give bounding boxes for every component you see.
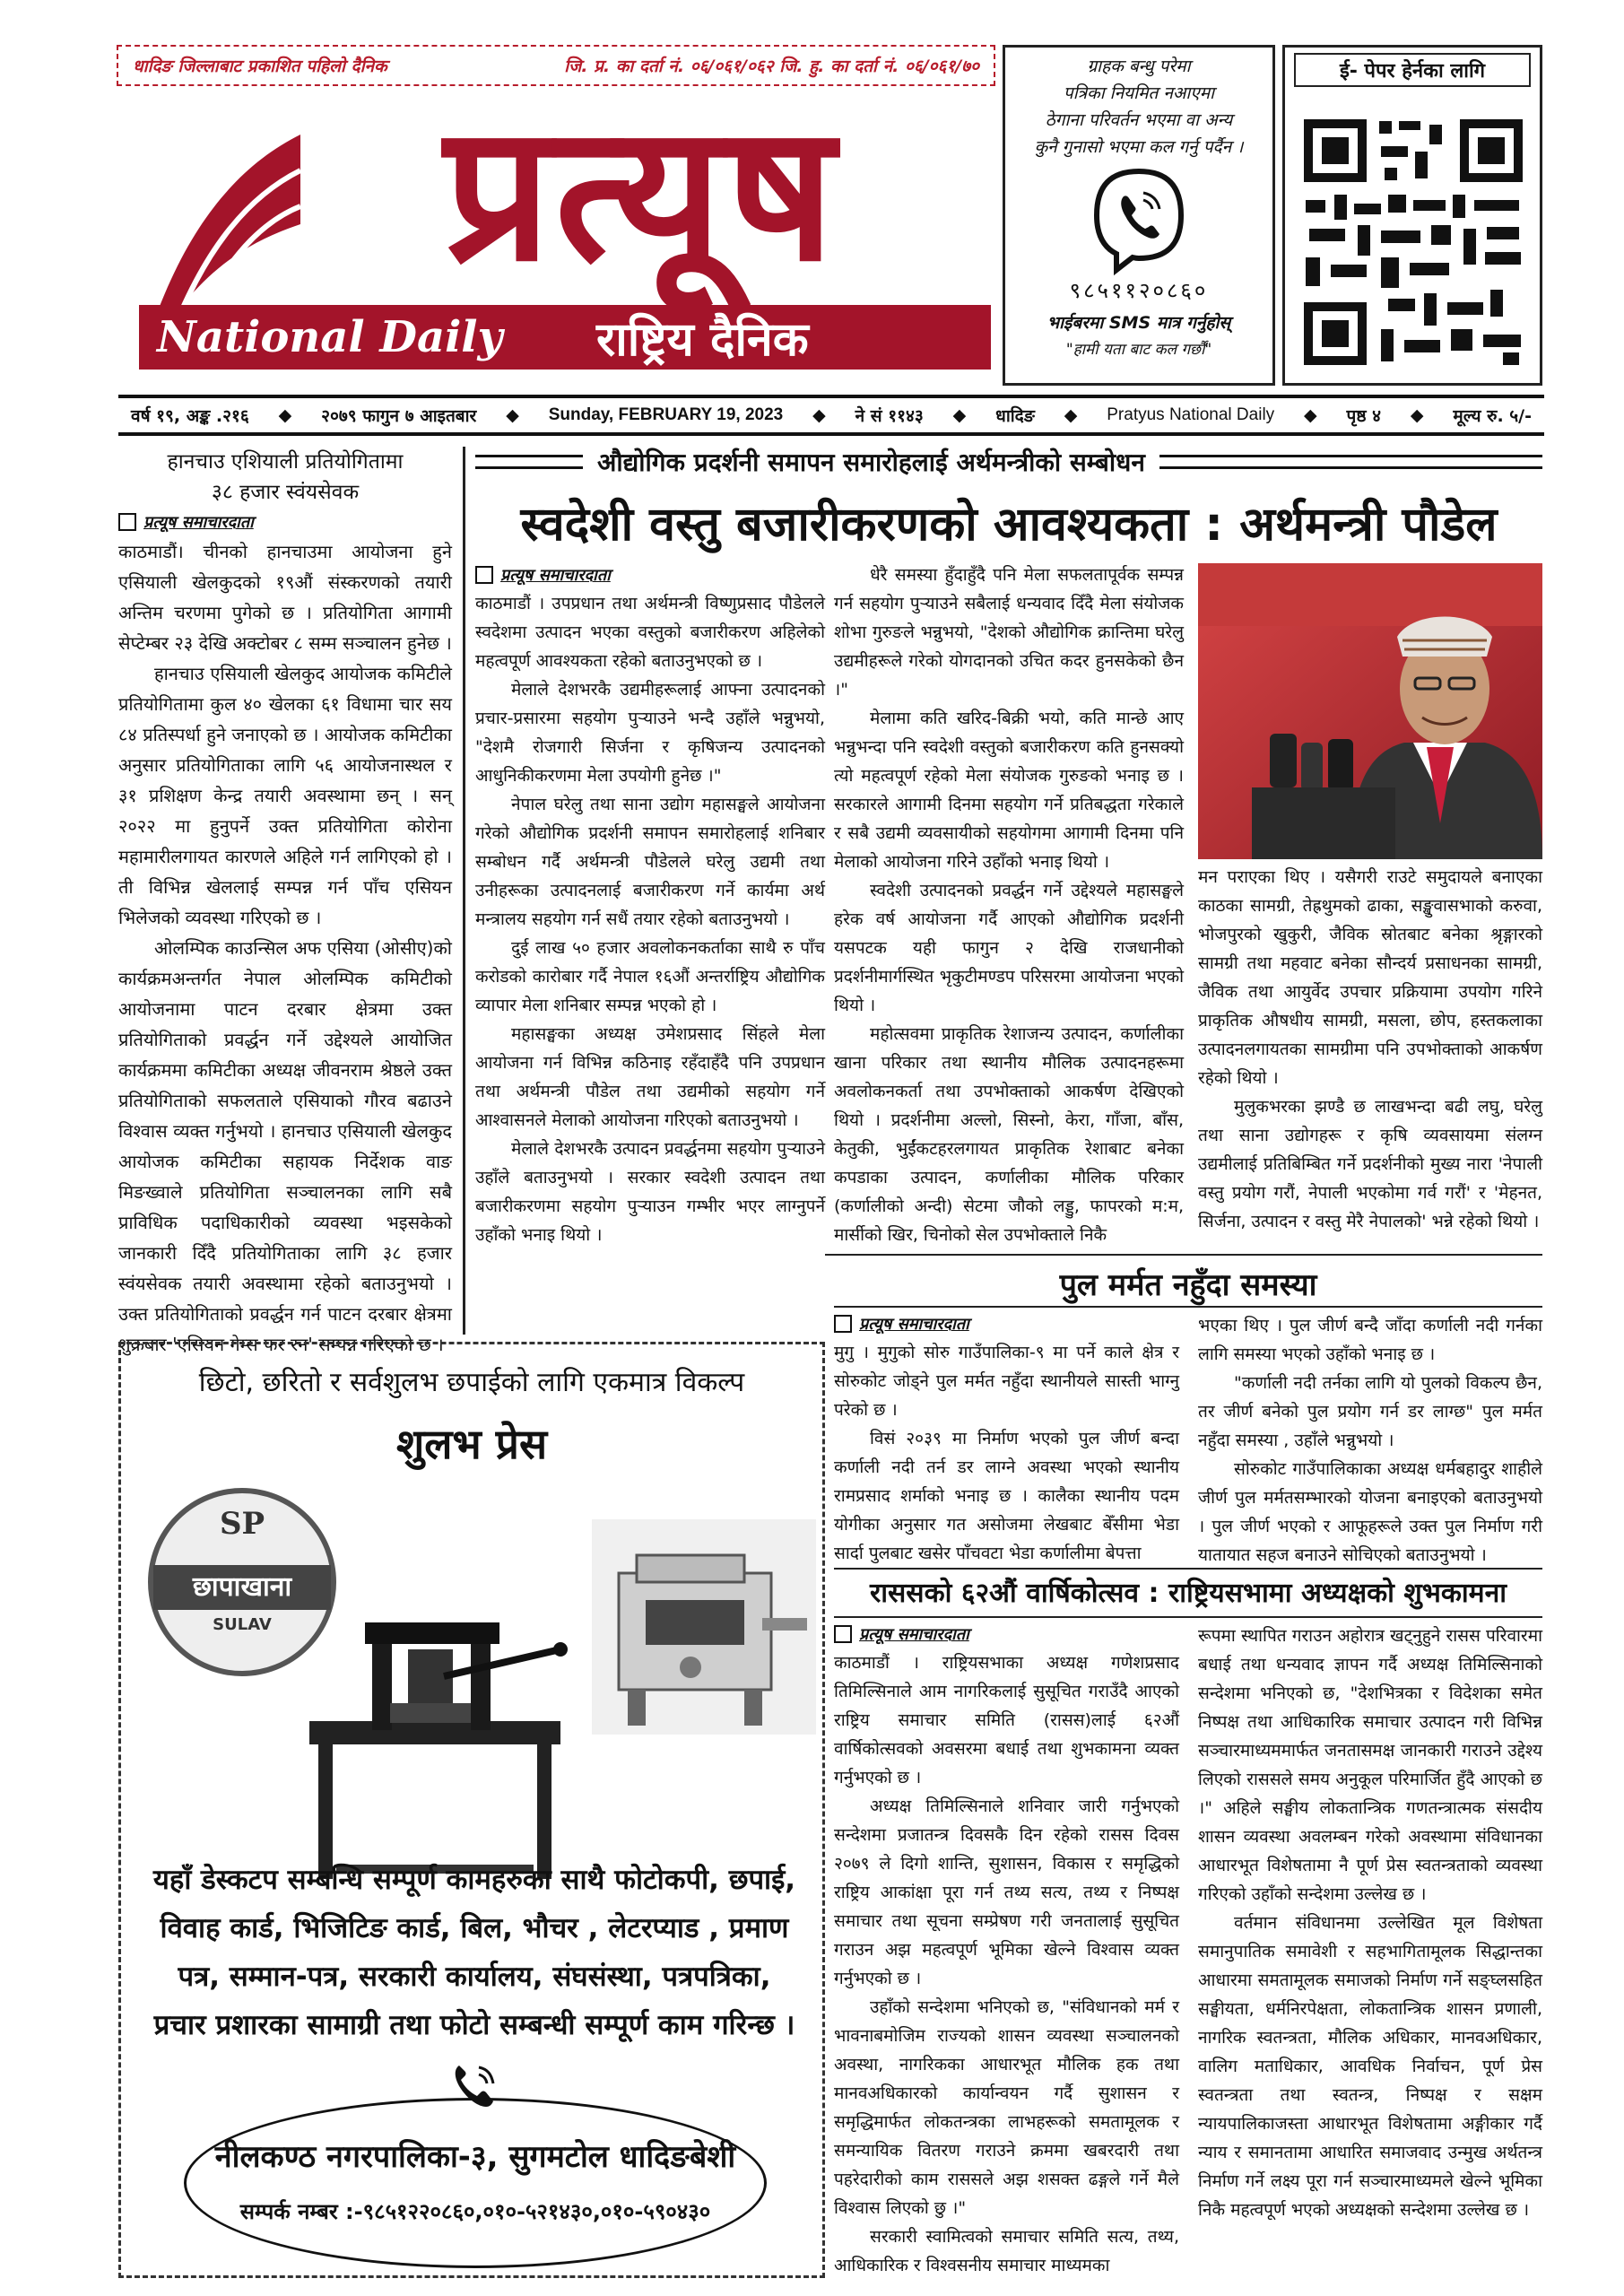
viber-slogan: "हामी यता बाट कल गर्छौं"	[1065, 341, 1212, 359]
logo-nepali: राष्ट्रिय दैनिक	[596, 312, 809, 367]
nepali-date: २०७९ फागुन ७ आइतबार	[321, 406, 477, 426]
left-article-title	[118, 447, 452, 508]
notice-line: ठेगाना परिवर्तन भएमा वा अन्य	[1045, 110, 1233, 130]
paragraph: सोरुकोट गाउँपालिकाका अध्यक्ष धर्मबहादुर शाहीले जीर्ण पुल मर्मतसम्भारको योजना बनाइएको बताउनुभयो । पुल जीर्ण भएको र आफूहरूले उक्त पुल निर्माण गरी यातायात सहज बनाउने सोचिएको बताउनुभयो ।	[1198, 1459, 1542, 1565]
byline	[834, 1623, 1179, 1645]
viber-note: भाईबरमा SMS मात्र गर्नुहोस्	[1046, 313, 1231, 333]
main-col2	[834, 561, 1184, 1305]
paragraph: हानचाउ एसियाली खेलकुद आयोजक कमिटीले प्रतियोगितामा कुल ४० खेलका ६१ विधामा चार सय ८४ प्रतिस्पर्धा हुने जनाएको छ । आयोजक कमिटीका अनुसार प्रतियोगिताका लागि ५६ आयोजनास्थल र ३१ प्रशिक्षण केन्द्र तयारी अवस्थामा छन् । सन् २०२२ मा हुनुपर्ने उक्त प्रतियोगिता कोरोना महामारीलगायत कारणले अहिले गर्न लागिएको हो । ती विभिन्न खेललाई सम्पन्न गर्न पाँच एसियन भिलेजको व्यवस्था गरिएको छ ।	[118, 663, 452, 928]
square-icon	[834, 1315, 852, 1333]
horizontal-rule	[825, 1254, 1542, 1256]
offset-press-image	[592, 1519, 816, 1735]
paragraph: दुई लाख ५० हजार अवलोकनकर्ताका साथै रु पाँच करोडको कारोबार गर्दै नेपाल १६औं अन्तर्राष्ट्रिय औद्योगिक व्यापार मेला शनिबार सम्पन्न भएको हो ।	[475, 938, 825, 1015]
main-col1-body	[475, 589, 825, 1298]
horizontal-rule	[834, 1306, 1542, 1308]
kicker-rule	[1159, 455, 1542, 469]
paragraph: मेलाले देशभरकै उत्पादन प्रवर्द्धनमा सहयोग पुऱ्याउने उहाँले बताउनुभयो । सरकार स्वदेशी उत्पादन तथा बजारीकरणमा सहयोग पुऱ्याउन गम्भीर भएर लाग्नुपर्ने उहाँको भनाइ थियो ।	[475, 1139, 825, 1245]
press-advert	[118, 1342, 825, 2278]
notice-line: पत्रिका नियमित नआएमा	[1063, 83, 1215, 103]
logo-block	[121, 82, 995, 386]
left-article-body	[118, 536, 452, 1355]
dateline-bar: वर्ष १९, अङ्क .२१६ ◆ २०७९ फागुन ७ आइतबार ◆ Sunday, FEBRUARY 19, 2023 ◆ ने सं ११४३ ◆ धादिङ ◆ Pratyus National Daily ◆ पृष्ठ ४ ◆ मूल्य रु. ५/-	[118, 395, 1544, 436]
paragraph: स्वदेशी उत्पादनको प्रवर्द्धन गर्ने उद्देश्यले महासङ्घले हरेक वर्ष आयोजना गर्दै आएको औद्योगिक प्रदर्शनी यसपटक यही फागुन २ देखि राजधानीको प्रदर्शनीमार्गस्थित भृकुटीमण्डप परिसरमा आयोजना भएको थियो ।	[834, 881, 1184, 1015]
paragraph: महासङ्घका अध्यक्ष उमेशप्रसाद सिंहले मेला आयोजना गर्न विभिन्न कठिनाइ रहँदाहँदै पनि उपप्रधान तथा अर्थमन्त्री पौडेल तथा उद्यमीको सहयोग गर्ने आश्वासनले मेलाको आयोजना गरिएको बताउनुभयो ।	[475, 1024, 825, 1130]
left-article	[118, 447, 452, 1355]
paragraph: "कर्णाली नदी तर्नका लागि यो पुलको विकल्प छैन, तर जीर्ण बनेको पुल प्रयोग गर्न डर लाग्छ" पुल मर्मत नहुँदा समस्या , उहाँले भन्नुभयो ।	[1198, 1373, 1542, 1450]
paragraph: नेपाल घरेलु तथा साना उद्योग महासङ्घले आयोजना गरेको औद्योगिक प्रदर्शनी समापन समारोहलाई शनिबार सम्बोधन गर्दै अर्थमन्त्री पौडेलले घरेलु उद्यमी तथा उनीहरूका उत्पादनलाई बजारीकरण गर्ने कार्यमा अर्थ मन्त्रालय सहयोग गर्न सधैं तयार रहेको बताउनुभयो ।	[475, 795, 825, 929]
rss-col1-body	[834, 1648, 1179, 2276]
main-col3	[1198, 863, 1542, 1293]
paragraph: अध्यक्ष तिमिल्सिनाले शनिवार जारी गर्नुभएको सन्देशमा प्रजातन्त्र दिवसकै दिन रहेको रासस दिवस २०७९ ले दिगो शान्ति, सुशासन, विकास र समृद्धिको राष्ट्रिय आकांक्षा पूरा गर्न तथ्य सत्य, तथ्य र निष्पक्ष समाचार तथा सूचना सम्प्रेषण गरी जनतालाई सुसूचित गराउन अझ महत्वपूर्ण भूमिका खेल्ने विश्वास व्यक्त गर्नुभएको छ ।	[834, 1796, 1179, 1988]
paragraph: भएका थिए । पुल जीर्ण बन्दै जाँदा कर्णाली नदी गर्नका लागि समस्या भएको उहाँको भनाइ छ ।	[1198, 1316, 1542, 1364]
printing-press-image	[300, 1613, 569, 1892]
logo-english: SULAV	[213, 1615, 272, 1634]
paragraph: काठमाडौं । उपप्रधान तथा अर्थमन्त्री विष्णुप्रसाद पौडेलले स्वदेशमा उत्पादन भएका वस्तुको बजारीकरण अहिलेको महत्वपूर्ण आवश्यकता रहेको बताउनुभएको छ ।	[475, 594, 825, 671]
paragraph: काठमाडौं। चीनको हानचाउमा आयोजना हुने एसियाली खेलकुदको १९औं संस्करणको तयारी अन्तिम चरणमा पुगेको छ । प्रतियोगिता आगामी सेप्टेम्बर २३ देखि अक्टोबर ८ सम्म सञ्चालन हुनेछ ।	[118, 541, 452, 654]
kicker-rule	[475, 455, 583, 469]
paragraph: रूपमा स्थापित गराउन अहोरात्र खट्नुहुने रासस परिवारमा बधाई तथा धन्यवाद ज्ञापन गर्दै अध्यक्ष तिमिल्सिनाको सन्देशमा भनिएको छ, "देशभित्रका र विदेशका समेत निष्पक्ष तथा आधिकारिक समाचार उत्पादन गरी विभिन्न सञ्चारमाध्यममार्फत जनतासमक्ष जानकारी गराउने उद्देश्य लिएको राससले समय अनुकूल परिमार्जित हुँदै आएको छ ।" अहिले सङ्घीय लोकतान्त्रिक गणतन्त्रात्मक संसदीय शासन व्यवस्था अवलम्बन गरेको अवस्थामा संविधानका आधारभूत विशेषतामा नै पूर्ण प्रेस स्वतन्त्रताको व्यवस्था गरिएको उहाँको सन्देशमा उल्लेख छ ।	[1198, 1626, 1542, 1904]
logo-title: प्रत्यूष	[444, 82, 838, 303]
logo-english-banner	[139, 305, 991, 370]
paragraph: सरकारी स्वामित्वको समाचार समिति सत्य, तथ्य, आधिकारिक र विश्वसनीय समाचार माध्यमका	[834, 2227, 1179, 2275]
paragraph: धेरै समस्या हुँदाहुँदै पनि मेला सफलतापूर्वक सम्पन्न गर्न सहयोग पुऱ्याउने सबैलाई धन्यवाद दिँदै मेला संयोजक शोभा गुरुङले भन्नुभयो, "देशको औद्योगिक क्रान्तिमा घरेलु उद्यमीहरूले गरेको योगदानको उचित कदर हुनसकेको छैन ।"	[834, 565, 1184, 700]
advert-top-line: छिटो, छरितो र सर्वशुलभ छपाईको लागि एकमात्र विकल्प	[198, 1367, 745, 1398]
paragraph: महोत्सवमा प्राकृतिक रेशाजन्य उत्पादन, कर्णालीका खाना परिकार तथा स्थानीय मौलिक उत्पादनहरूमा अवलोकनकर्ता तथा उपभोक्ताको आकर्षण देखिएको थियो । प्रदर्शनीमा अल्लो, सिस्नो, केरा, गाँजा, बाँस, केतुकी, भुईंकटहरलगायत प्राकृतिक रेशाबाट बनेका कपडाका उत्पादन, कर्णालीका मौलिक परिकार (कर्णालीको अन्दी) सेटमा जौको लड्डु, फापरको म:म, मार्सीको खिर, चिनोको सेल उपभोक्ताले निकै	[834, 1024, 1184, 1245]
bridge-col2	[1198, 1311, 1542, 1565]
rss-col2	[1198, 1622, 1542, 2274]
byline-text: प्रत्यूष समाचारदाता	[143, 513, 254, 532]
viber-number: ९८५११२०८६०	[1069, 278, 1209, 303]
place: धादिङ	[995, 406, 1035, 426]
horizontal-rule	[834, 1616, 1542, 1618]
paragraph: मन पराएका थिए । यसैगरी राउटे समुदायले बनाएका काठका सामग्री, तेह्रथुमको ढाका, सङ्खुवासभाको करुवा, भोजपुरको खुकुरी, जैविक स्रोतबाट बनेका श्रृङ्गारको सामग्री तथा महवाट बनेका सौन्दर्य प्रसाधनका सामग्री, जैविक तथा आयुर्वेद उपचार प्रक्रियामा उपयोग गरिने प्राकृतिक औषधीय सामग्री, मसला, छोप, हस्तकलाका उत्पादनलगायतका सामग्रीमा पनि उपभोक्ताको आकर्षण रहेको थियो ।	[1198, 867, 1542, 1088]
registration-number: जि. प्र. का दर्ता नं. ०६/०६१/०६२ जि. हु. का दर्ता नं. ०६/०६१/७०	[564, 57, 979, 76]
viber-icon	[1090, 166, 1188, 274]
rss-headline: राससको ६२औं वार्षिकोत्सव : राष्ट्रियसभामा अध्यक्षको शुभकामना	[869, 1578, 1507, 1609]
main-col1	[475, 561, 825, 1305]
logo-english: National Daily	[157, 312, 503, 362]
paragraph: मेलामा कति खरिद-बिक्री भयो, कति मान्छे आए भन्नुभन्दा पनि स्वदेशी वस्तुको बजारीकरण कति हुनसक्यो त्यो महत्वपूर्ण रहेको मेला संयोजक गुरुङको भनाइ छ । सरकारले आगामी दिनमा सहयोग गर्ने प्रतिबद्धता गरेकाले र सबै उद्यमी व्यवसायीको सहयोगमा आगामी दिनमा पनि मेलाको आयोजना गरिने उहाँको भनाइ थियो ।	[834, 709, 1184, 872]
epaper-label: ई- पेपर हेर्नका लागि	[1294, 53, 1531, 87]
square-icon	[475, 566, 493, 584]
notice-line: ग्राहक बन्धु परेमा	[1087, 57, 1191, 76]
paragraph: मुलुकभरका झण्डै छ लाखभन्दा बढी लघु, घरेलु तथा साना उद्योगहरू र कृषि व्यवसायमा संलग्न उद्यमीलाई प्रतिबिम्बित गर्ने प्रदर्शनीको मुख्य नारा 'नेपाली वस्तु प्रयोग गरौं, नेपाली भएकोमा गर्व गरौं' र 'मेहनत, सिर्जना, उत्पादन र वस्तु मेरै नेपालको' भन्ने रहेको थियो ।	[1198, 1097, 1542, 1231]
logo-initials: SP	[219, 1506, 265, 1542]
byline-text: प्रत्यूष समाचारदाता	[859, 1625, 969, 1644]
paragraph: मेलाले देशभरकै उद्यमीहरूलाई आफ्ना उत्पादनको प्रचार-प्रसारमा सहयोग पुऱ्याउने भन्दै उहाँले भन्नुभयो, "देशमै रोजगारी सिर्जना र कृषिजन्य उत्पादनको आधुनिकीकरणमा मेला उपयोगी हुनेछ ।"	[475, 680, 825, 786]
paper-name: Pratyus National Daily	[1107, 405, 1275, 424]
rss-col1	[834, 1620, 1179, 2274]
address-text: नीलकण्ठ नगरपालिका-३, सुगमटोल धादिङबेशी	[214, 2139, 736, 2175]
title-line: ३८ हजार स्वंयसेवक	[211, 481, 360, 504]
main-kicker	[475, 441, 1542, 483]
column-divider	[463, 447, 465, 1335]
square-icon	[118, 513, 136, 531]
byline	[118, 511, 452, 533]
contact-number: सम्पर्क नम्बर :-९८५१२२०८६०,०१०-५२१४३०,०१०-५९०४३०	[239, 2199, 711, 2224]
bridge-headline: पुल मर्मत नहुँदा समस्या	[1059, 1267, 1317, 1303]
main-kicker-text: औद्योगिक प्रदर्शनी समापन समारोहलाई अर्थमन्त्रीको सम्बोधन	[597, 448, 1145, 477]
qr-code-icon[interactable]	[1298, 114, 1528, 370]
address-oval	[184, 2098, 767, 2268]
square-icon	[834, 1625, 852, 1643]
english-date: Sunday, FEBRUARY 19, 2023	[548, 405, 784, 424]
logo-nepali: छापाखाना	[153, 1565, 331, 1610]
paragraph: ओलम्पिक काउन्सिल अफ एसिया (ओसीए)को कार्यक्रमअन्तर्गत नेपाल ओलम्पिक कमिटीको आयोजनामा पाटन दरबार क्षेत्रमा उक्त प्रतियोगिताको प्रवर्द्धन गर्ने उद्देश्यले आयोजित कार्यक्रममा कमिटीका अध्यक्ष जीवनराम श्रेष्ठले उक्त प्रतियोगिताको सफलताले एसियाको गौरव बढाउने विश्वास व्यक्त गर्नुभयो । हानचाउ एसियाली खेलकुद आयोजक कमिटीका सहायक निर्देशक वाङ मिङख्वाले प्रतियोगिता सञ्चालनका लागि सबै प्राविधिक पदाधिकारीको व्यवस्था भइसकेको जानकारी दिँदै प्रतियोगिताका लागि ३८ हजार स्वंयसेवक तयारी अवस्थामा रहेको बताउनुभयो । उक्त प्रतियोगिताको प्रवर्द्धन गर्न पाटन दरबार क्षेत्रमा शुक्रबार 'एसियन गेम्स फर रन' सम्पन्न गरिएको छ ।	[118, 937, 452, 1355]
title-line: हानचाउ एशियाली प्रतियोगितामा	[167, 450, 404, 474]
paragraph: मुगु । मुगुको सोरु गाउँपालिका-९ मा पर्ने काले क्षेत्र र सोरुकोट जोड्ने पुल मर्मत नहुँदा स्थानीयले सास्ती भाग्नु परेको छ ।	[834, 1343, 1179, 1420]
epaper-box	[1282, 45, 1542, 386]
bridge-col1	[834, 1309, 1179, 1561]
notice-line: कुनै गुनासो भएमा कल गर्नु पर्दैन ।	[1034, 137, 1244, 157]
nepal-samvat: ने सं ११४३	[855, 406, 924, 426]
byline	[475, 564, 825, 586]
tagline-left: धादिङ जिल्लाबाट प्रकाशित पहिलो दैनिक	[133, 57, 387, 76]
subscriber-notice-box	[1003, 45, 1275, 386]
price: मूल्य रु. ५/-	[1453, 406, 1532, 426]
services-text: यहाँ डेस्कटप सम्बन्धि सम्पूर्ण कामहरुका साथै फोटोकपी, छपाई, विवाह कार्ड, भिजिटिङ कार्ड, बिल, भौचर , लेटरप्याड , प्रमाण पत्र, सम्मान-पत्र, सरकारी कार्यालय, संघसंस्था, पत्रपत्रिका, प्रचार प्रशारका सामाग्री तथा फोटो सम्बन्धी सम्पूर्ण काम गरिन्छ ।	[152, 1864, 796, 2041]
paragraph: उहाँको सन्देशमा भनिएको छ, "संविधानको मर्म र भावनाबमोजिम राज्यको शासन व्यवस्था सञ्चालनको अवस्था, नागरिकका आधारभूत मौलिक हक तथा मानवअधिकारको कार्यान्वयन गर्दै सुशासन र समृद्धिमार्फत लोकतन्त्रका लाभहरूको समतामूलक र समन्यायिक वितरण गराउने क्रममा खबरदारी तथा पहरेदारीको काम राससले अझ शसक्त ढङ्गले गर्ने मैले विश्वास लिएको छु ।"	[834, 1997, 1179, 2218]
horizontal-rule	[834, 1568, 1542, 1570]
byline	[834, 1313, 1179, 1335]
page-number: पृष्ठ ४	[1346, 406, 1382, 426]
press-name: शुलभ प्रेस	[395, 1420, 548, 1468]
byline-text: प्रत्यूष समाचारदाता	[859, 1315, 969, 1334]
paragraph: काठमाडौं । राष्ट्रियसभाका अध्यक्ष गणेशप्रसाद तिमिल्सिनाले आम नागरिकलाई सुसूचित गराउँदै आएको राष्ट्रिय समाचार समिति (रासस)लाई ६२औं वार्षिकोत्सवको अवसरमा बधाई तथा शुभकामना व्यक्त गर्नुभएको छ ।	[834, 1653, 1179, 1787]
bridge-col1-body	[834, 1338, 1179, 1562]
paragraph: वर्तमान संविधानमा उल्लेखित मूल विशेषता समानुपातिक समावेशी र सहभागितामूलक सिद्धान्तका आधारमा समतामूलक समाजको निर्माण गर्ने सङ्घ्लसहित सङ्घीयता, धर्मनिरपेक्षता, लोकतान्त्रिक शासन प्रणाली, नागरिक स्वतन्त्रता, मौलिक अधिकार, मानवअधिकार, वालिग मताधिकार, आवधिक निर्वाचन, पूर्ण प्रेस स्वतन्त्रता तथा स्वतन्त्र, निष्पक्ष र सक्षम न्यायपालिकाजस्ता आधारभूत विशेषतामा अङ्गीकार गर्दै न्याय र समानतामा आधारित समाजवाद उन्मुख अर्थतन्त्र निर्माण गर्ने लक्ष्य पूरा गर्न सञ्चारमाध्यमले खेल्ने भूमिका निकै महत्वपूर्ण भएको अध्यक्षको सन्देशमा उल्लेख छ ।	[1198, 1913, 1542, 2220]
minister-photo	[1198, 563, 1542, 859]
main-headline: स्वदेशी वस्तु बजारीकरणको आवश्यकता : अर्थमन्त्री पौडेल	[520, 498, 1498, 552]
byline-text: प्रत्यूष समाचारदाता	[500, 566, 611, 585]
volume-issue: वर्ष १९, अङ्क .२१६	[131, 406, 249, 426]
paragraph: विसं २०३९ मा निर्माण भएको पुल जीर्ण बन्दा कर्णाली नदी तर्न डर लाग्ने अवस्था भएको स्थानीय रामप्रसाद शर्माको भनाइ छ । कालैका स्थानीय पदम योगीका अनुसार गत असोजमा लेखबाट बेँसीमा भेडा सार्दा पुलबाट खसेर पाँचवटा भेडा कर्णालीमा बेपत्ता	[834, 1429, 1179, 1563]
